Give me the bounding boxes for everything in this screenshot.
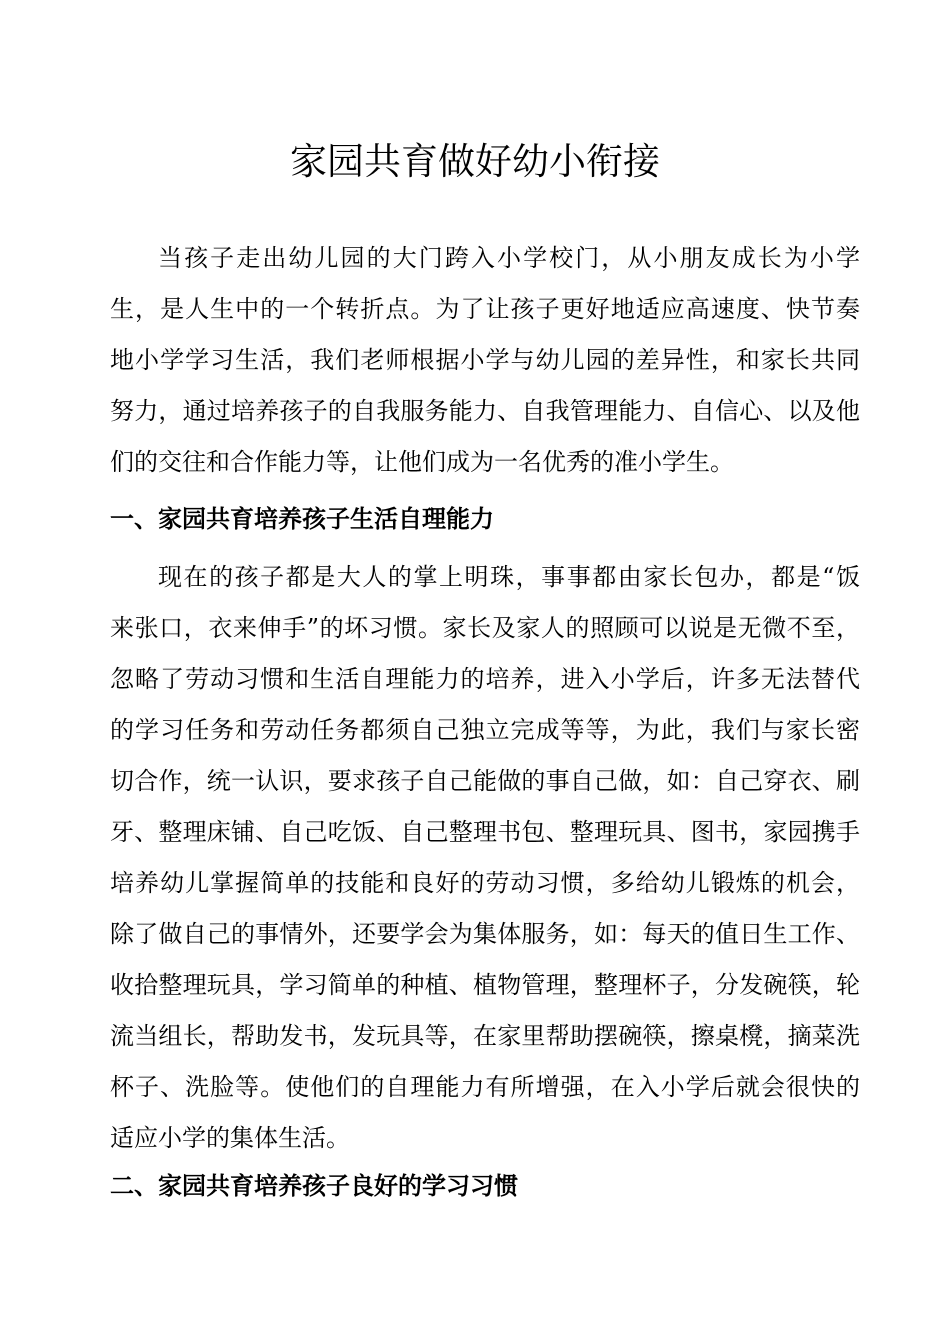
paragraph-line: 牙、整理床铺、自己吃饭、自己整理书包、整理玩具、图书，家园携手 <box>110 818 860 846</box>
paragraph-line: 切合作，统一认识，要求孩子自己能做的事自己做，如：自己穿衣、刷 <box>110 767 860 795</box>
paragraph-line: 来张口，衣来伸手”的坏习惯。家长及家人的照顾可以说是无微不至， <box>110 614 860 642</box>
paragraph-line: 杯子、洗脸等。使他们的自理能力有所增强，在入小学后就会很快的 <box>110 1073 860 1101</box>
paragraph-line: 除了做自己的事情外，还要学会为集体服务，如：每天的值日生工作、 <box>110 920 860 948</box>
paragraph-line: 培养幼儿掌握简单的技能和良好的劳动习惯，多给幼儿锻炼的机会， <box>110 869 860 897</box>
paragraph-line: 现在的孩子都是大人的掌上明珠，事事都由家长包办，都是“饭 <box>158 563 860 591</box>
paragraph-line: 忽略了劳动习惯和生活自理能力的培养，进入小学后，许多无法替代 <box>110 665 860 693</box>
paragraph-line: 生，是人生中的一个转折点。为了让孩子更好地适应高速度、快节奏 <box>110 295 860 323</box>
document-title: 家园共育做好幼小衔接 <box>290 140 660 183</box>
section-heading-1: 一、家园共育培养孩子生活自理能力 <box>110 504 494 533</box>
paragraph-line: 适应小学的集体生活。 <box>110 1124 350 1152</box>
paragraph-line: 努力，通过培养孩子的自我服务能力、自我管理能力、自信心、以及他 <box>110 397 860 425</box>
section-heading-2: 二、家园共育培养孩子良好的学习习惯 <box>110 1171 518 1200</box>
paragraph-line: 流当组长，帮助发书，发玩具等，在家里帮助摆碗筷，擦桌櫈，摘菜洗 <box>110 1022 860 1050</box>
paragraph-line: 们的交往和合作能力等，让他们成为一名优秀的准小学生。 <box>110 448 734 476</box>
paragraph-line: 的学习任务和劳动任务都须自己独立完成等等，为此，我们与家长密 <box>110 716 860 744</box>
paragraph-line: 当孩子走出幼儿园的大门跨入小学校门，从小朋友成长为小学 <box>158 244 860 272</box>
intro-paragraph <box>110 233 860 488</box>
section-1-paragraph <box>110 552 860 1164</box>
paragraph-line: 收拾整理玩具，学习简单的种植、植物管理，整理杯子，分发碗筷，轮 <box>110 971 860 999</box>
paragraph-line: 地小学学习生活，我们老师根据小学与幼儿园的差异性，和家长共同 <box>110 346 860 374</box>
